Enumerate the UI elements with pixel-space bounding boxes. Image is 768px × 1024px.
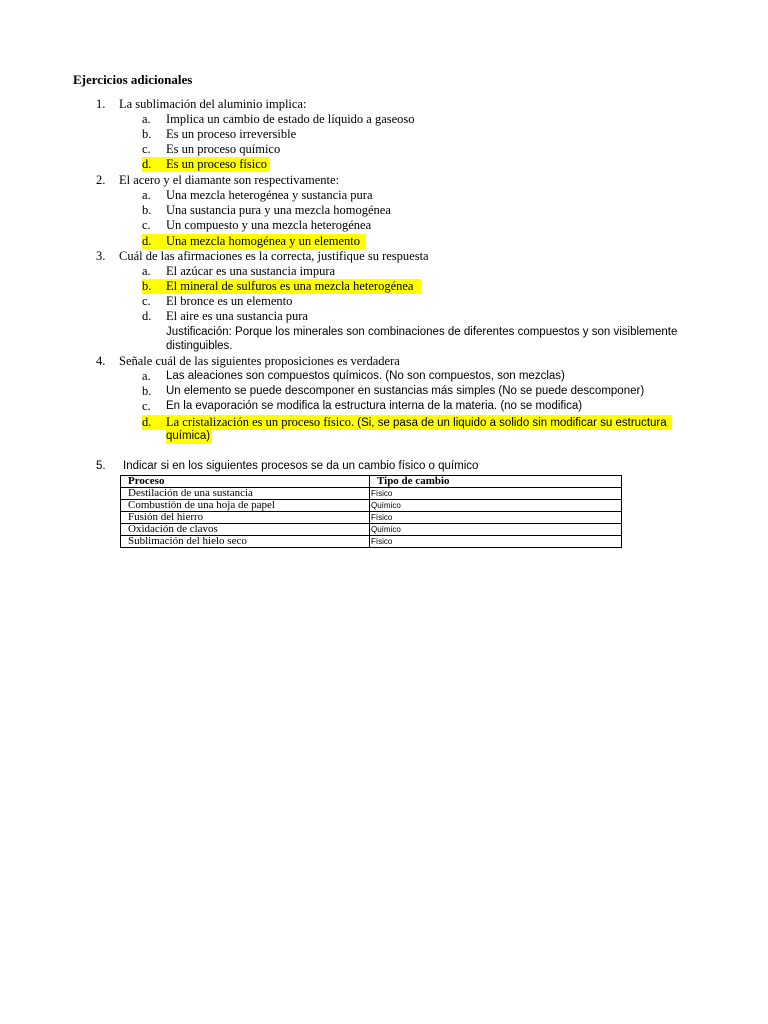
justification-line-1: Justificación: Porque los minerales son combinaciones de diferentes compuestos y son visiblemente [166, 326, 678, 338]
option-4b: b. Un elemento se puede descomponer en sustancias más simples (No se puede descomponer) [142, 384, 645, 398]
question-2: 2. El acero y el diamante son respectivamente: [96, 173, 340, 187]
option-2a: a. Una mezcla heterogénea y sustancia pura [142, 188, 373, 202]
option-4c: c. En la evaporación se modifica la estructura interna de la materia. (no se modifica) [142, 399, 583, 413]
option-3d: d. El aire es una sustancia pura [142, 309, 308, 323]
table-row: Combustión de una hoja de papel Químico [121, 500, 622, 512]
option-3b-highlighted: b. El mineral de sulfuros es una mezcla heterogénea [142, 279, 421, 294]
option-4d-continuation: química) [166, 430, 211, 442]
table-row: Fusión del hierro Físico [121, 512, 622, 524]
question-5: 5. Indicar si en los siguientes procesos se da un cambio físico o químico [96, 460, 479, 472]
justification-line-2: distinguibles. [166, 340, 233, 352]
option-2b: b. Una sustancia pura y una mezcla homogénea [142, 203, 391, 217]
option-1c: c. Es un proceso químico [142, 142, 281, 156]
table-header-row [121, 476, 622, 488]
header-proceso: Proceso [121, 476, 370, 488]
process-table [120, 475, 622, 548]
question-4: 4. Señale cuál de las siguientes proposiciones es verdadera [96, 354, 400, 368]
option-3a: a. El azúcar es una sustancia impura [142, 264, 336, 278]
option-1b: b. Es un proceso irreversible [142, 127, 297, 141]
option-2d-highlighted: d. Una mezcla homogénea y un elemento [142, 234, 366, 249]
option-4d-highlighted: d. La cristalización es un proceso físico. (Si, se pasa de un liquido a solido sin modificar su estructura [142, 415, 672, 430]
option-3c: c. El bronce es un elemento [142, 294, 293, 308]
option-1a: a. Implica un cambio de estado de líquido a gaseoso [142, 112, 415, 126]
option-4a: a. Las aleaciones son compuestos químicos. (No son compuestos, son mezclas) [142, 369, 565, 383]
header-tipo: Tipo de cambio [370, 476, 622, 488]
table-row: Oxidación de clavos Químico [121, 524, 622, 536]
question-3: 3. Cuál de las afirmaciones es la correcta, justifique su respuesta [96, 249, 429, 263]
question-text: La sublimación del aluminio implica: [119, 97, 307, 111]
question-number: 1. [96, 97, 106, 111]
question-1 [96, 97, 307, 112]
page-title: Ejercicios adicionales [73, 72, 193, 87]
table-row: Destilación de una sustancia Físico [121, 488, 622, 500]
table-row: Sublimación del hielo seco Físico [121, 536, 622, 548]
option-2c: c. Un compuesto y una mezcla heterogénea [142, 218, 372, 232]
option-1d-highlighted: d. Es un proceso físico [142, 157, 270, 172]
